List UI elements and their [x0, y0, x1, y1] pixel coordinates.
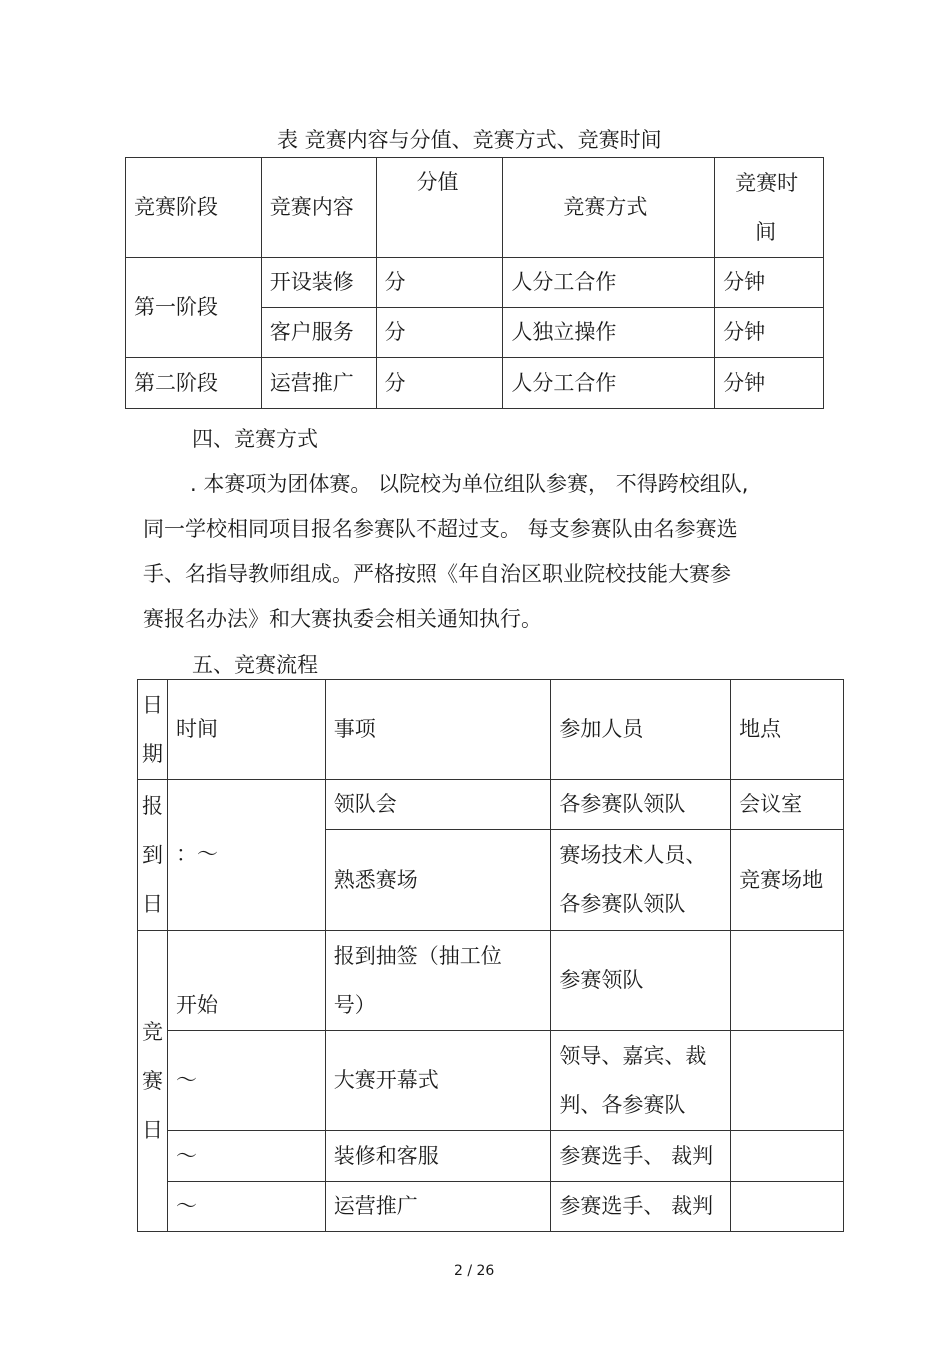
score-cell: 分: [376, 258, 503, 308]
content-cell: 客户服务: [261, 308, 376, 358]
method-cell: 人分工合作: [503, 258, 715, 308]
section5-heading: 五、竞赛流程: [192, 653, 318, 677]
method-cell: 人分工合作: [503, 358, 715, 409]
place-cell: [731, 1182, 844, 1232]
time-cell: 分钟: [715, 308, 824, 358]
paragraph-line: 手、名指导教师组成。严格按照《年自治区职业院校技能大赛参: [143, 562, 731, 586]
time-cell: ：～: [167, 780, 325, 931]
people-cell: 领导、嘉宾、裁 判、各参赛队: [551, 1031, 731, 1131]
time-cell: ～: [167, 1031, 325, 1131]
competition-schedule-table: [137, 679, 844, 1232]
place-cell: [731, 931, 844, 1031]
item-cell: 领队会: [325, 780, 551, 830]
time-cell: ～: [167, 1131, 325, 1182]
score-cell: 分: [376, 308, 503, 358]
time-cell: 开始: [167, 931, 325, 1031]
header-date: 日 期: [138, 680, 168, 780]
header-item: 事项: [325, 680, 551, 780]
header-content: 竞赛内容: [261, 158, 376, 258]
place-cell: [731, 1131, 844, 1182]
header-method: 竞赛方式: [503, 158, 715, 258]
content-cell: 开设装修: [261, 258, 376, 308]
table-row: [126, 358, 824, 409]
table-row: [126, 258, 824, 308]
item-cell: 装修和客服: [325, 1131, 551, 1182]
time-cell: 分钟: [715, 358, 824, 409]
item-cell: 运营推广: [325, 1182, 551, 1232]
header-score: 分值: [376, 158, 503, 258]
time-cell: 分钟: [715, 258, 824, 308]
section4-heading: 四、竞赛方式: [192, 427, 318, 451]
stage-cell: 第一阶段: [126, 258, 262, 358]
paragraph-line: 同一学校相同项目报名参赛队不超过支。 每支参赛队由名参赛选: [143, 517, 738, 541]
date-cell: 报 到 日: [138, 780, 168, 931]
date-cell: 竞 赛 日: [138, 931, 168, 1232]
paragraph-line: . 本赛项为团体赛。 以院校为单位组队参赛， 不得跨校组队,: [190, 472, 749, 496]
table-row: [138, 1131, 844, 1182]
item-cell: 大赛开幕式: [325, 1031, 551, 1131]
table-row: [138, 1031, 844, 1131]
people-cell: 参赛领队: [551, 931, 731, 1031]
header-place: 地点: [731, 680, 844, 780]
place-cell: 竞赛场地: [731, 830, 844, 931]
people-cell: 各参赛队领队: [551, 780, 731, 830]
table-row: [138, 1182, 844, 1232]
method-cell: 人独立操作: [503, 308, 715, 358]
people-cell: 参赛选手、 裁判: [551, 1131, 731, 1182]
header-time: 时间: [167, 680, 325, 780]
table-row: [138, 931, 844, 1031]
header-stage: 竞赛阶段: [126, 158, 262, 258]
item-cell: 报到抽签（抽工位 号）: [325, 931, 551, 1031]
paragraph-line: 赛报名办法》和大赛执委会相关通知执行。: [143, 607, 542, 631]
header-time: 竞赛时 间: [715, 158, 824, 258]
item-cell: 熟悉赛场: [325, 830, 551, 931]
score-cell: 分: [376, 358, 503, 409]
place-cell: 会议室: [731, 780, 844, 830]
time-cell: ～: [167, 1182, 325, 1232]
stage-cell: 第二阶段: [126, 358, 262, 409]
table1-caption: 表 竞赛内容与分值、竞赛方式、竞赛时间: [277, 128, 662, 152]
content-cell: 运营推广: [261, 358, 376, 409]
competition-content-table: [125, 157, 824, 409]
people-cell: 参赛选手、 裁判: [551, 1182, 731, 1232]
people-cell: 赛场技术人员、 各参赛队领队: [551, 830, 731, 931]
table-row: [138, 780, 844, 830]
header-people: 参加人员: [551, 680, 731, 780]
place-cell: [731, 1031, 844, 1131]
page-number: 2 / 26: [454, 1263, 495, 1279]
